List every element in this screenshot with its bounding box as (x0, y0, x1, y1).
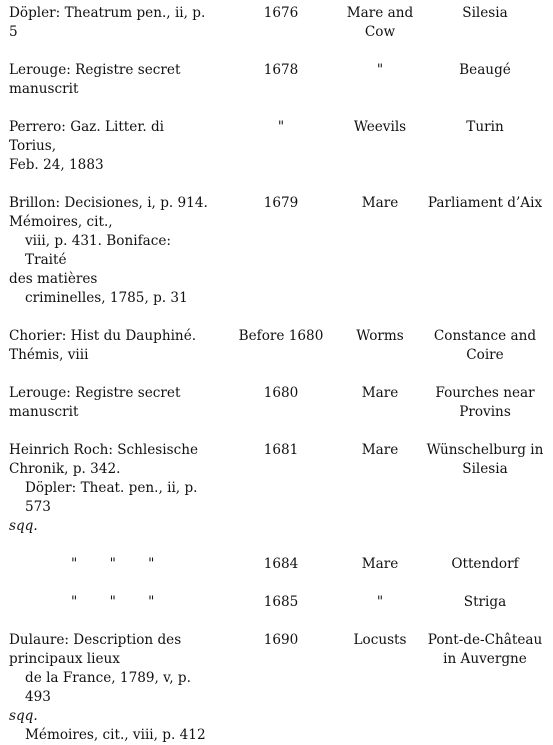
year-cell: " (277, 119, 285, 135)
source-cell (9, 4, 223, 42)
year-cell: 1684 (263, 556, 299, 572)
table-row (9, 194, 549, 308)
row-spacer (9, 574, 549, 593)
year-cell: 1678 (263, 62, 299, 78)
table-body (9, 4, 549, 745)
source-cell (9, 441, 223, 536)
table-row (9, 61, 549, 99)
table-row (9, 327, 549, 365)
table-row (9, 631, 549, 745)
source-line: sqq. (9, 518, 38, 534)
row-spacer-cell (9, 612, 549, 631)
row-spacer (9, 612, 549, 631)
row-spacer (9, 536, 549, 555)
source-line: Mémoires, cit., (9, 214, 113, 230)
source-cell (9, 593, 223, 612)
source-line: Heinrich Roch: Schlesische (9, 442, 199, 458)
animal-cell: Mare (361, 442, 399, 458)
row-spacer-cell (9, 536, 549, 555)
animal-cell: Mare (361, 556, 399, 572)
source-line: Lerouge: Registre secret (9, 385, 181, 401)
row-spacer (9, 99, 549, 118)
source-line: Chronik, p. 342. (9, 461, 121, 477)
table-row (9, 118, 549, 175)
animal-cell: Locusts (353, 632, 407, 648)
source-cell (9, 555, 223, 574)
animal-cell: Mare and Cow (346, 5, 414, 40)
row-spacer (9, 42, 549, 61)
year-cell: 1685 (263, 594, 299, 610)
source-line: Mémoires, cit., viii, p. 412 (25, 727, 206, 743)
animal-cell: " (376, 62, 384, 78)
place-cell: Fourches near Provins (435, 385, 535, 420)
place-cell: Beaugé (459, 62, 511, 78)
row-spacer-cell (9, 365, 549, 384)
row-spacer (9, 422, 549, 441)
place-cell: Turin (466, 119, 504, 135)
place-cell: Parliament d’Aix (427, 195, 543, 211)
place-cell: Pont-de-Château in Auvergne (427, 632, 543, 667)
place-cell: Striga (463, 594, 507, 610)
row-spacer-cell (9, 308, 549, 327)
animal-cell: Worms (356, 328, 404, 344)
table-row (9, 555, 549, 574)
source-line: Dulaure: Description des (9, 632, 182, 648)
source-line: sqq. (9, 708, 38, 724)
row-spacer-cell (9, 175, 549, 194)
source-line: principaux lieux (9, 651, 120, 667)
source-line: Döpler: Theatrum pen., ii, p. 5 (9, 5, 206, 40)
year-cell: 1676 (263, 5, 299, 21)
animal-cell: Mare (361, 385, 399, 401)
row-spacer-cell (9, 42, 549, 61)
animal-cell: " (376, 594, 384, 610)
source-line: Döpler: Theat. pen., ii, p. 573 (25, 480, 198, 515)
source-line: Lerouge: Registre secret (9, 62, 181, 78)
prosecutions-table (9, 4, 549, 745)
source-cell (9, 61, 223, 99)
place-cell: Ottendorf (451, 556, 519, 572)
source-line: Perrero: Gaz. Litter. di Torius, (9, 119, 165, 154)
row-spacer-cell (9, 574, 549, 593)
table-row (9, 384, 549, 422)
year-cell: 1679 (263, 195, 299, 211)
animal-cell: Weevils (353, 119, 407, 135)
animal-cell: Mare (361, 195, 399, 211)
source-line: manuscrit (9, 81, 79, 97)
row-spacer (9, 365, 549, 384)
place-cell: Wünschelburg in Silesia (426, 442, 544, 477)
row-spacer-cell (9, 422, 549, 441)
ditto-marks: " " " (71, 556, 155, 572)
source-line: viii, p. 431. Boniface: Traité (25, 233, 171, 268)
source-cell (9, 327, 223, 365)
year-cell: 1681 (263, 442, 299, 458)
ditto-marks: " " " (71, 594, 155, 610)
source-cell (9, 118, 223, 175)
year-cell: 1680 (263, 385, 299, 401)
source-line: Chorier: Hist du Dauphiné. (9, 328, 197, 344)
source-line: de la France, 1789, v, p. 493 (25, 670, 191, 705)
table-row (9, 593, 549, 612)
row-spacer (9, 308, 549, 327)
table-row (9, 441, 549, 536)
source-line: Thémis, viii (9, 347, 89, 363)
row-spacer-cell (9, 99, 549, 118)
row-spacer (9, 175, 549, 194)
source-line: Feb. 24, 1883 (9, 157, 104, 173)
source-line: criminelles, 1785, p. 31 (25, 290, 188, 306)
source-cell (9, 384, 223, 422)
source-cell (9, 194, 223, 308)
source-line: manuscrit (9, 404, 79, 420)
source-line: des matières (9, 271, 98, 287)
year-cell: Before 1680 (238, 328, 324, 344)
table-row (9, 4, 549, 42)
year-cell: 1690 (263, 632, 299, 648)
source-line: Brillon: Decisiones, i, p. 914. (9, 195, 208, 211)
place-cell: Constance and Coire (433, 328, 537, 363)
source-cell (9, 631, 223, 745)
place-cell: Silesia (462, 5, 508, 21)
